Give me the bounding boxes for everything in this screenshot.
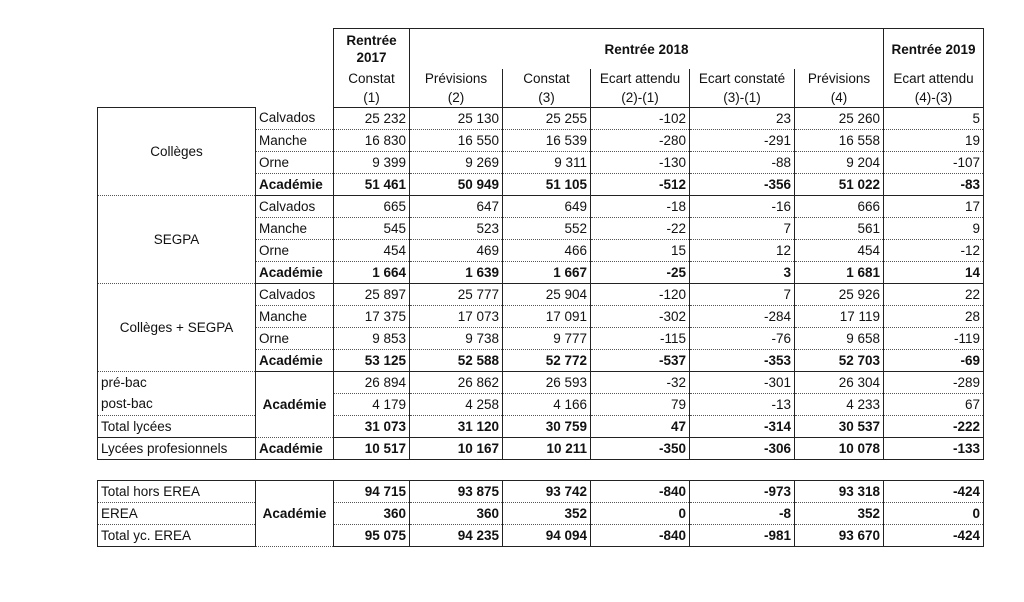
table-cell: -25 [591,262,690,284]
table-cell: 1 681 [795,262,884,284]
empty-corner [256,29,334,70]
enrollment-table [97,28,984,547]
table-cell: 93 875 [410,481,503,503]
table-cell: 552 [503,218,591,240]
table-row [98,108,984,130]
table-cell: -12 [884,240,984,262]
table-cell: 16 558 [795,130,884,152]
table-cell: -133 [884,438,984,460]
table-cell: -119 [884,328,984,350]
table-cell: 454 [795,240,884,262]
table-cell: 50 949 [410,174,503,196]
table-row [98,372,984,394]
table-cell: 352 [503,503,591,525]
table-cell: -16 [690,196,795,218]
table-cell: 665 [334,196,410,218]
table-cell: 0 [591,503,690,525]
table-cell: 523 [410,218,503,240]
row-label: EREA [98,503,256,525]
table-cell: 666 [795,196,884,218]
group-label-segpa: SEGPA [98,196,256,284]
table-cell: 94 094 [503,525,591,547]
table-cell: 28 [884,306,984,328]
row-label: Manche [256,306,334,328]
table-row [98,416,984,438]
header-row-col-codes [98,88,984,108]
table-cell: -120 [591,284,690,306]
group-label-colleges_segpa: Collèges + SEGPA [98,284,256,372]
table-cell: 52 772 [503,350,591,372]
table-cell: 51 461 [334,174,410,196]
table-cell: 30 759 [503,416,591,438]
col-header-top: Prévisions [410,69,503,88]
table-cell: 25 130 [410,108,503,130]
row-label: Calvados [256,196,334,218]
table-cell: 9 658 [795,328,884,350]
table-cell: 16 550 [410,130,503,152]
row-label: Total hors EREA [98,481,256,503]
col-header-top: Ecart constaté [690,69,795,88]
table-cell: 4 258 [410,394,503,416]
table-row [98,284,984,306]
table-cell: 23 [690,108,795,130]
table-cell: 12 [690,240,795,262]
table-cell: 17 073 [410,306,503,328]
table-body [98,29,984,547]
table-cell: -356 [690,174,795,196]
table-cell: -289 [884,372,984,394]
table-cell: 93 670 [795,525,884,547]
row-label: Manche [256,130,334,152]
table-cell: -314 [690,416,795,438]
table-cell: -8 [690,503,795,525]
table-cell: -222 [884,416,984,438]
table-cell: -424 [884,525,984,547]
row-label: Calvados [256,108,334,130]
table-cell: 9 399 [334,152,410,174]
table-cell: 9 204 [795,152,884,174]
table-cell: 47 [591,416,690,438]
table-cell: 1 664 [334,262,410,284]
empty-corner [98,88,256,108]
table-cell: -280 [591,130,690,152]
header-row-col-names [98,69,984,88]
group-label-lycees: Académie [256,372,334,438]
spacer-cell [884,460,984,481]
table-cell: 9 777 [503,328,591,350]
table-cell: 14 [884,262,984,284]
col-header-top: Prévisions [795,69,884,88]
table-cell: -840 [591,481,690,503]
table-cell: 93 742 [503,481,591,503]
spacer-cell [591,460,690,481]
table-cell: -350 [591,438,690,460]
table-cell: 649 [503,196,591,218]
table-cell: -18 [591,196,690,218]
table-cell: 19 [884,130,984,152]
row-sublabel: Académie [256,438,334,460]
row-label: Total lycées [98,416,256,438]
table-cell: 9 269 [410,152,503,174]
row-label: Orne [256,240,334,262]
table-cell: 25 904 [503,284,591,306]
col-header-code: (3) [503,88,591,108]
spacer-cell [256,460,334,481]
table-cell: 26 862 [410,372,503,394]
empty-corner [256,88,334,108]
col-header-code: (4) [795,88,884,108]
table-cell: 10 517 [334,438,410,460]
table-cell: -115 [591,328,690,350]
table-cell: 79 [591,394,690,416]
table-cell: 26 593 [503,372,591,394]
col-header-code: (4)-(3) [884,88,984,108]
table-cell: -83 [884,174,984,196]
row-label: Calvados [256,284,334,306]
table-cell: -291 [690,130,795,152]
table-cell: 16 539 [503,130,591,152]
table-cell: 0 [884,503,984,525]
table-cell: 17 119 [795,306,884,328]
table-cell: 17 [884,196,984,218]
table-cell: 25 926 [795,284,884,306]
table-cell: 9 853 [334,328,410,350]
row-label: post-bac [98,394,256,416]
table-cell: 51 022 [795,174,884,196]
table-cell: 25 260 [795,108,884,130]
table-cell: 26 304 [795,372,884,394]
col-header-top: Ecart attendu [591,69,690,88]
table-cell: 9 738 [410,328,503,350]
table-cell: 25 232 [334,108,410,130]
spacer-cell [503,460,591,481]
table-cell: 7 [690,284,795,306]
table-cell: -69 [884,350,984,372]
table-cell: 52 703 [795,350,884,372]
enrollment-table-wrapper [97,28,984,547]
table-cell: 16 830 [334,130,410,152]
empty-corner [98,29,256,70]
table-cell: 360 [334,503,410,525]
table-cell: 3 [690,262,795,284]
table-cell: 7 [690,218,795,240]
table-cell: 30 537 [795,416,884,438]
spacer-cell [410,460,503,481]
table-cell: -840 [591,525,690,547]
table-row [98,525,984,547]
table-cell: 15 [591,240,690,262]
row-label: Académie [256,350,334,372]
table-row [98,394,984,416]
table-cell: 31 073 [334,416,410,438]
table-cell: 352 [795,503,884,525]
row-label: Académie [256,174,334,196]
table-row [98,481,984,503]
table-cell: 31 120 [410,416,503,438]
table-cell: 10 211 [503,438,591,460]
table-cell: 9 [884,218,984,240]
col-header-code: (2)-(1) [591,88,690,108]
group-label-colleges: Collèges [98,108,256,196]
table-row [98,438,984,460]
empty-corner [256,69,334,88]
row-label: pré-bac [98,372,256,394]
table-cell: 67 [884,394,984,416]
table-cell: 10 078 [795,438,884,460]
header-rentree-2019: Rentrée 2019 [884,29,984,70]
header-rentree-2018: Rentrée 2018 [410,29,884,70]
row-label: Lycées profesionnels [98,438,256,460]
col-header-top: Constat [503,69,591,88]
header-row-years [98,29,984,70]
col-header-code: (3)-(1) [690,88,795,108]
row-label: Total yc. EREA [98,525,256,547]
spacer-cell [98,460,256,481]
table-cell: -102 [591,108,690,130]
table-cell: 94 715 [334,481,410,503]
group-label-erea: Académie [256,481,334,547]
row-label: Manche [256,218,334,240]
spacer-cell [334,460,410,481]
table-cell: 1 667 [503,262,591,284]
table-cell: 561 [795,218,884,240]
table-cell: -973 [690,481,795,503]
table-cell: 10 167 [410,438,503,460]
spacer-cell [795,460,884,481]
spacer-cell [690,460,795,481]
col-header-code: (2) [410,88,503,108]
table-cell: -284 [690,306,795,328]
table-cell: 647 [410,196,503,218]
table-cell: 469 [410,240,503,262]
table-cell: 51 105 [503,174,591,196]
row-label: Orne [256,152,334,174]
table-cell: 17 375 [334,306,410,328]
row-label: Académie [256,262,334,284]
table-cell: 17 091 [503,306,591,328]
table-cell: 545 [334,218,410,240]
table-cell: -302 [591,306,690,328]
spacer-row [98,460,984,481]
table-cell: -130 [591,152,690,174]
table-cell: -306 [690,438,795,460]
table-cell: -13 [690,394,795,416]
col-header-code: (1) [334,88,410,108]
table-cell: 95 075 [334,525,410,547]
table-cell: 4 233 [795,394,884,416]
table-cell: -76 [690,328,795,350]
header-rentree-2017: Rentrée 2017 [334,29,410,70]
table-cell: 5 [884,108,984,130]
table-cell: -22 [591,218,690,240]
table-cell: 4 166 [503,394,591,416]
table-cell: 9 311 [503,152,591,174]
table-cell: -537 [591,350,690,372]
table-cell: 25 777 [410,284,503,306]
table-cell: -301 [690,372,795,394]
table-cell: 93 318 [795,481,884,503]
col-header-top: Constat [334,69,410,88]
table-cell: 26 894 [334,372,410,394]
table-cell: 25 897 [334,284,410,306]
table-cell: 22 [884,284,984,306]
col-header-top: Ecart attendu [884,69,984,88]
table-cell: 1 639 [410,262,503,284]
table-cell: 94 235 [410,525,503,547]
table-cell: -107 [884,152,984,174]
table-cell: 466 [503,240,591,262]
table-cell: 360 [410,503,503,525]
row-label: Orne [256,328,334,350]
table-cell: 4 179 [334,394,410,416]
table-cell: -981 [690,525,795,547]
table-cell: -32 [591,372,690,394]
table-cell: -424 [884,481,984,503]
table-row [98,196,984,218]
table-cell: 53 125 [334,350,410,372]
table-cell: -353 [690,350,795,372]
table-cell: 52 588 [410,350,503,372]
table-cell: 454 [334,240,410,262]
empty-corner [98,69,256,88]
table-row [98,503,984,525]
table-cell: -512 [591,174,690,196]
table-cell: 25 255 [503,108,591,130]
table-cell: -88 [690,152,795,174]
